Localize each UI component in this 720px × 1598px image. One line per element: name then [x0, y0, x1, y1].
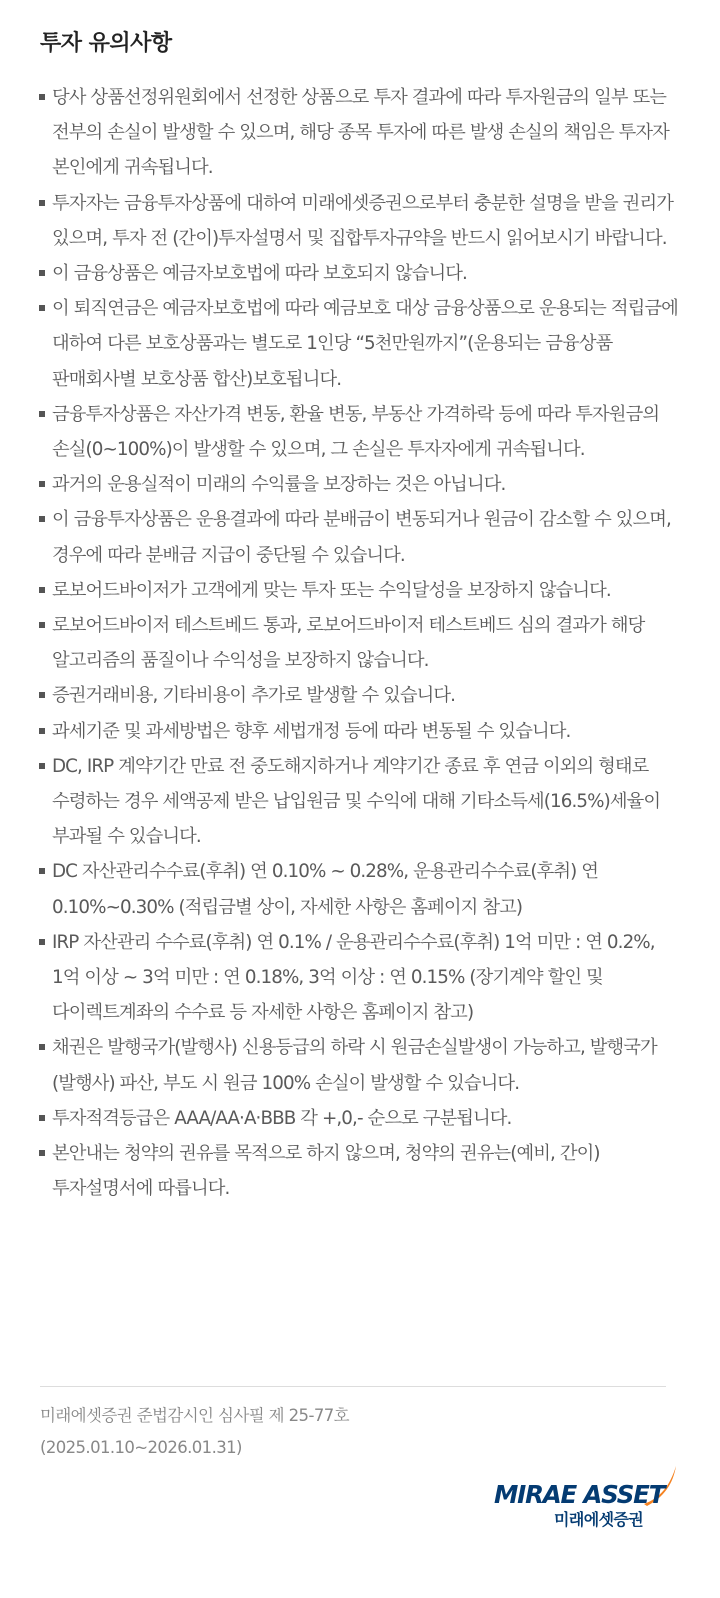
notice-item	[37, 1030, 685, 1100]
notice-text: DC, IRP 계약기간 만료 전 중도해지하거나 계약기간 종료 후 연금 이외의 형태로 수령하는 경우 세액공제 받은 납입원금 및 수익에 대해 기타소득세(16.5%)세율이 부과될 수 있습니다.	[52, 755, 661, 848]
notice-item	[37, 80, 685, 186]
notice-item	[37, 573, 685, 608]
bullet-icon	[39, 1150, 45, 1156]
approval-number: 미래에셋증권 준법감시인 심사필 제 25-77호	[40, 1406, 349, 1425]
mirae-asset-logo	[494, 1464, 684, 1534]
notice-item	[37, 1136, 685, 1206]
notice-text: 과세기준 및 과세방법은 향후 세법개정 등에 따라 변동될 수 있습니다.	[52, 720, 571, 742]
notice-item	[37, 608, 685, 678]
notice-item	[37, 502, 685, 572]
bullet-icon	[39, 481, 45, 487]
bullet-icon	[39, 692, 45, 698]
notice-text: 증권거래비용, 기타비용이 추가로 발생할 수 있습니다.	[52, 685, 456, 707]
bullet-icon	[39, 305, 45, 311]
notice-item	[37, 256, 685, 291]
bullet-icon	[39, 1115, 45, 1121]
bullet-icon	[39, 200, 45, 206]
notice-text: 로보어드바이저가 고객에게 맞는 투자 또는 수익달성을 보장하지 않습니다.	[52, 579, 611, 601]
bullet-icon	[39, 587, 45, 593]
bullet-icon	[39, 94, 45, 100]
bullet-icon	[39, 270, 45, 276]
bullet-icon	[39, 516, 45, 522]
notice-item	[37, 186, 685, 256]
notice-text: IRP 자산관리 수수료(후취) 연 0.1% / 운용관리수수료(후취) 1억 미만 : 연 0.2%, 1억 이상 ~ 3억 미만 : 연 0.18%, 3억 이상 : 연 0.15% (장기계약 할인 및 다이렉트계좌의 수수료 등 자세한 사항은 홈페이지 참고)	[52, 931, 655, 1024]
notice-item	[37, 854, 685, 924]
notice-item	[37, 467, 685, 502]
notice-text: 채권은 발행국가(발행사) 신용등급의 하락 시 원금손실발생이 가능하고, 발행국가(발행사) 파산, 부도 시 원금 100% 손실이 발생할 수 있습니다.	[52, 1037, 657, 1094]
notice-item	[37, 714, 685, 749]
notice-text: 이 퇴직연금은 예금자보호법에 따라 예금보호 대상 금융상품으로 운용되는 적립금에 대하여 다른 보호상품과는 별도로 1인당 “5천만원까지”(운용되는 금융상품 판매회사별 보호상품 합산)보호됩니다.	[52, 298, 678, 390]
notice-text: 과거의 운용실적이 미래의 수익률을 보장하는 것은 아닙니다.	[52, 474, 506, 496]
approval-period: (2025.01.10~2026.01.31)	[40, 1438, 242, 1457]
notice-text: 로보어드바이저 테스트베드 통과, 로보어드바이저 테스트베드 심의 결과가 해당 알고리즘의 품질이나 수익성을 보장하지 않습니다.	[52, 615, 645, 672]
notice-text: 당사 상품선정위원회에서 선정한 상품으로 투자 결과에 따라 투자원금의 일부 또는 전부의 손실이 발생할 수 있으며, 해당 종목 투자에 따른 발생 손실의 책임은 투자자 본인에게 귀속됩니다.	[52, 87, 669, 179]
notice-list	[37, 80, 685, 1207]
logo-text-en: MIRAE ASSET	[494, 1480, 665, 1509]
notice-text: 본안내는 청약의 권유를 목적으로 하지 않으며, 청약의 권유는(예비, 간이)투자설명서에 따릅니다.	[52, 1143, 600, 1200]
bullet-icon	[39, 728, 45, 734]
page-title: 투자 유의사항	[40, 31, 172, 56]
notice-text: 이 금융상품은 예금자보호법에 따라 보호되지 않습니다.	[52, 263, 467, 285]
bullet-icon	[39, 763, 45, 769]
notice-item	[37, 925, 685, 1031]
notice-item	[37, 749, 685, 855]
compliance-approval	[40, 1400, 349, 1464]
logo-text-ko: 미래에셋증권	[554, 1510, 644, 1529]
bullet-icon	[39, 1044, 45, 1050]
notice-text: DC 자산관리수수료(후취) 연 0.10% ~ 0.28%, 운용관리수수료(후취) 연 0.10%~0.30% (적립금별 상이, 자세한 사항은 홈페이지 참고)	[52, 861, 599, 918]
notice-text: 이 금융투자상품은 운용결과에 따라 분배금이 변동되거나 원금이 감소할 수 있으며, 경우에 따라 분배금 지급이 중단될 수 있습니다.	[52, 509, 671, 566]
bullet-icon	[39, 939, 45, 945]
notice-item	[37, 1101, 685, 1136]
notice-text: 금융투자상품은 자산가격 변동, 환율 변동, 부동산 가격하락 등에 따라 투자원금의 손실(0~100%)이 발생할 수 있으며, 그 손실은 투자자에게 귀속됩니다.	[52, 403, 660, 461]
notice-item	[37, 678, 685, 713]
notice-item	[37, 291, 685, 397]
bullet-icon	[39, 411, 45, 417]
notice-item	[37, 397, 685, 467]
bullet-icon	[39, 868, 45, 874]
notice-text: 투자자는 금융투자상품에 대하여 미래에셋증권으로부터 충분한 설명을 받을 권리가 있으며, 투자 전 (간이)투자설명서 및 집합투자규약을 반드시 읽어보시기 바랍니다.	[52, 192, 673, 249]
notice-text: 투자적격등급은 AAA/AA·A·BBB 각 +,0,- 순으로 구분됩니다.	[52, 1107, 512, 1129]
bullet-icon	[39, 622, 45, 628]
divider	[40, 1386, 666, 1387]
